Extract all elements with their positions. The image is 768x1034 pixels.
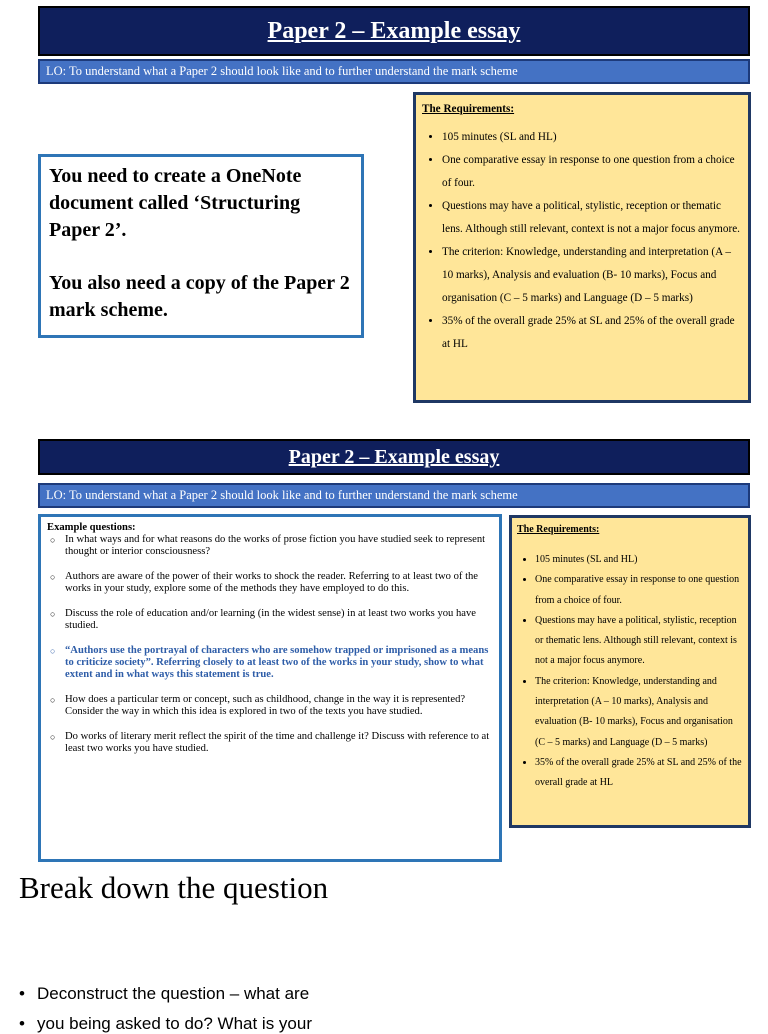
slide3-bullet-2-text: you being asked to do? What is your <box>37 1014 312 1033</box>
slide2-lo-text: LO: To understand what a Paper 2 should look like and to further understand the mark scheme <box>46 488 518 502</box>
slide2-title-bar <box>38 439 750 475</box>
slide1-lo-bar <box>38 59 750 84</box>
requirement-item: • One comparative essay in response to one question from a choice of four. <box>442 149 742 195</box>
slide1-lo-text: LO: To understand what a Paper 2 should look like and to further understand the mark scheme <box>46 64 518 78</box>
requirements-list <box>422 126 742 356</box>
slide2-title: Paper 2 – Example essay <box>288 446 500 468</box>
requirement-item: • 105 minutes (SL and HL) <box>535 550 743 570</box>
requirements-heading: The Requirements: <box>422 103 515 115</box>
task-mark-scheme-text: You also need a copy of the Paper 2 mark scheme. <box>49 272 350 321</box>
example-question-item-highlighted: ○ “Authors use the portrayal of characters who are somehow trapped or imprisoned as a means to criticize society”. Referring closely to at least two of the works in your study, show to what extent and in what ways this statement is true. <box>65 645 491 681</box>
slide1-title: Paper 2 – Example essay <box>267 18 521 44</box>
requirements-heading: The Requirements: <box>517 524 600 535</box>
slide3-bullet-1-text: Deconstruct the question – what are <box>37 984 310 1003</box>
requirement-item: • One comparative essay in response to one question from a choice of four. <box>535 570 743 611</box>
requirements-list <box>517 550 743 794</box>
slide2-lo-bar <box>38 483 750 508</box>
example-questions-list <box>47 534 491 755</box>
example-question-item: ○ How does a particular term or concept, such as childhood, change in the way it is represented? Consider the way in which this idea is explored in two of the texts you have studied. <box>65 694 491 718</box>
example-questions-heading: Example questions: <box>47 522 136 533</box>
requirement-item: • Questions may have a political, stylistic, reception or thematic lens. Although still relevant, context is not a major focus anymore. <box>535 611 743 672</box>
requirement-item: • The criterion: Knowledge, understanding and interpretation (A – 10 marks), Analysis and evaluation (B- 10 marks), Focus and organisation (C – 5 marks) and Language (D – 5 marks) <box>535 672 743 753</box>
requirement-item: • 35% of the overall grade 25% at SL and 25% of the overall grade at HL <box>442 310 742 356</box>
example-question-item: ○ Do works of literary merit reflect the spirit of the time and challenge it? Discuss with reference to at least two works you have studied. <box>65 731 491 755</box>
example-questions-box <box>38 514 502 862</box>
slide2-requirements-box <box>509 515 751 828</box>
example-question-item: ○ Discuss the role of education and/or learning (in the widest sense) in at least two works you have studied. <box>65 608 491 632</box>
bullet-icon: • <box>19 984 25 1003</box>
slide1-requirements-box <box>413 92 751 403</box>
example-question-item: ○ In what ways and for what reasons do the works of prose fiction you have studied seek to represent thought or interior consciousness? <box>65 534 491 558</box>
slide1-task-box <box>38 154 364 338</box>
slide3-bullet-2 <box>19 1014 312 1034</box>
requirement-item: • 105 minutes (SL and HL) <box>442 126 742 149</box>
task-onenote-text: You need to create a OneNote document called ‘Structuring Paper 2’. <box>49 165 302 241</box>
slide3-bullet-1 <box>19 984 309 1004</box>
slide3-title: Break down the question <box>19 870 329 905</box>
requirement-item: • 35% of the overall grade 25% at SL and 25% of the overall grade at HL <box>535 753 743 794</box>
requirement-item: • Questions may have a political, stylistic, reception or thematic lens. Although still relevant, context is not a major focus anymore. <box>442 195 742 241</box>
requirement-item: • The criterion: Knowledge, understanding and interpretation (A – 10 marks), Analysis and evaluation (B- 10 marks), Focus and organisation (C – 5 marks) and Language (D – 5 marks) <box>442 241 742 310</box>
example-question-item: ○ Authors are aware of the power of their works to shock the reader. Referring to at least two of the works in your study, explore some of the methods they have employed to do this. <box>65 571 491 595</box>
slide1-title-bar <box>38 6 750 56</box>
bullet-icon: • <box>19 1014 25 1033</box>
